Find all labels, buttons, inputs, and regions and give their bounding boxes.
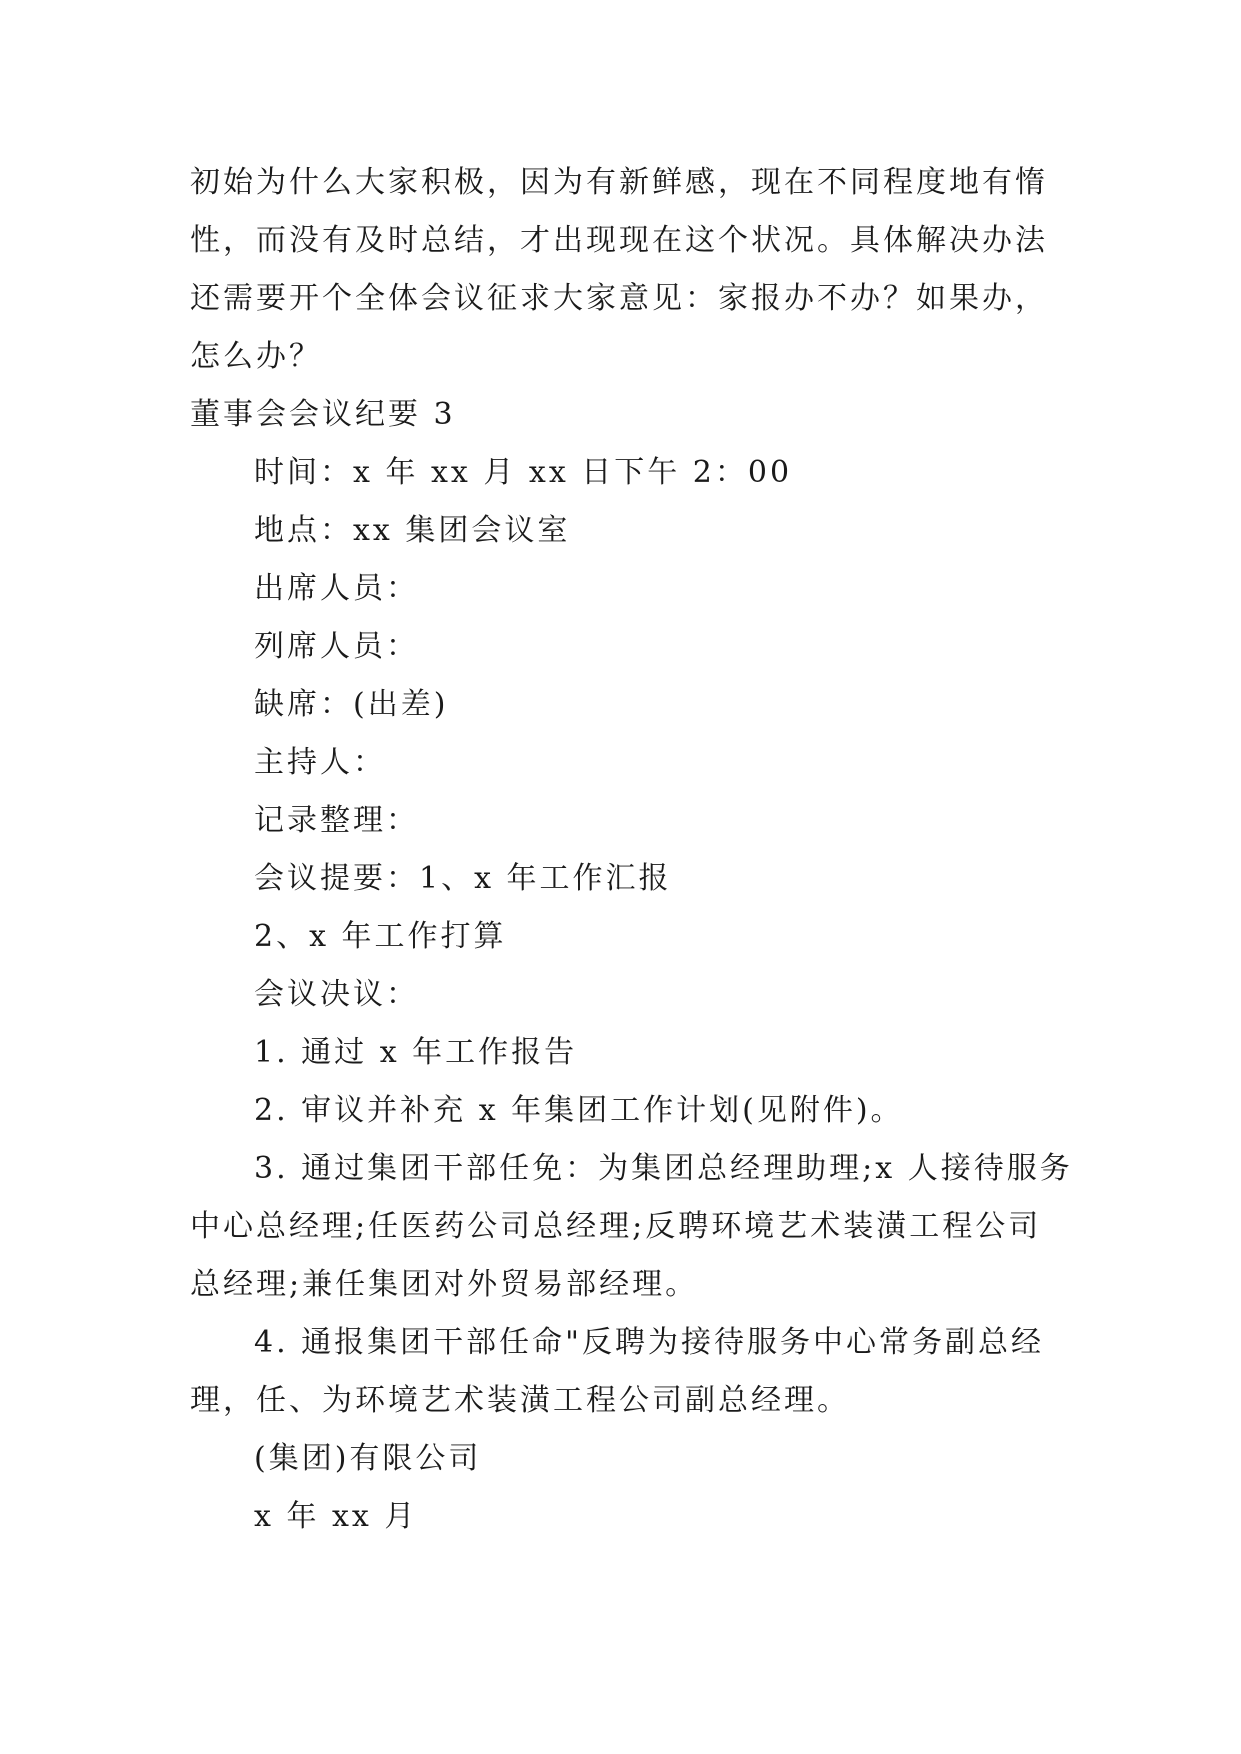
resolution-4 [190,1314,1070,1430]
resolution-3-line-3: 总经理;兼任集团对外贸易部经理。 [190,1267,699,1302]
intro-line-1: 初始为什么大家积极，因为有新鲜感，现在不同程度地有惰 [190,165,1048,200]
resolution-3 [190,1140,1073,1314]
resolution-3-line-1: 3. 通过集团干部任免：为集团总经理助理;x 人接待服务 [254,1151,1073,1186]
agenda-item-1: 会议提要：1、x 年工作汇报 [254,861,672,896]
resolutions-heading: 会议决议： [254,977,419,1012]
intro-line-3: 还需要开个全体会议征求大家意见：家报办不办？如果办， [190,281,1048,316]
resolution-3-line-2: 中心总经理;任医药公司总经理;反聘环境艺术装潢工程公司 [190,1209,1042,1244]
resolution-4-line-1: 4. 通报集团干部任命"反聘为接待服务中心常务副总经 [254,1325,1044,1360]
meeting-location: 地点：xx 集团会议室 [254,513,571,548]
meeting-observers: 列席人员： [254,629,419,664]
meeting-recorder: 记录整理： [254,803,419,838]
meeting-absent: 缺席：(出差) [254,687,449,722]
meeting-host: 主持人： [254,745,386,780]
signature-date: x 年 xx 月 [254,1499,418,1534]
meeting-time: 时间：x 年 xx 月 xx 日下午 2：00 [254,455,793,490]
intro-line-4: 怎么办？ [190,339,322,374]
agenda-item-2: 2、x 年工作打算 [254,919,507,954]
resolution-4-line-2: 理，任、为环境艺术装潢工程公司副总经理。 [190,1383,850,1418]
resolution-1: 1. 通过 x 年工作报告 [254,1035,578,1070]
meeting-attendees: 出席人员： [254,571,419,606]
intro-line-2: 性，而没有及时总结，才出现现在这个状况。具体解决办法 [190,223,1048,258]
company-signature: (集团)有限公司 [254,1441,482,1476]
resolution-2: 2. 审议并补充 x 年集团工作计划(见附件)。 [254,1093,904,1128]
document-body [190,154,1073,1546]
section-title: 董事会会议纪要 3 [190,397,456,432]
intro-paragraph [190,154,1070,386]
